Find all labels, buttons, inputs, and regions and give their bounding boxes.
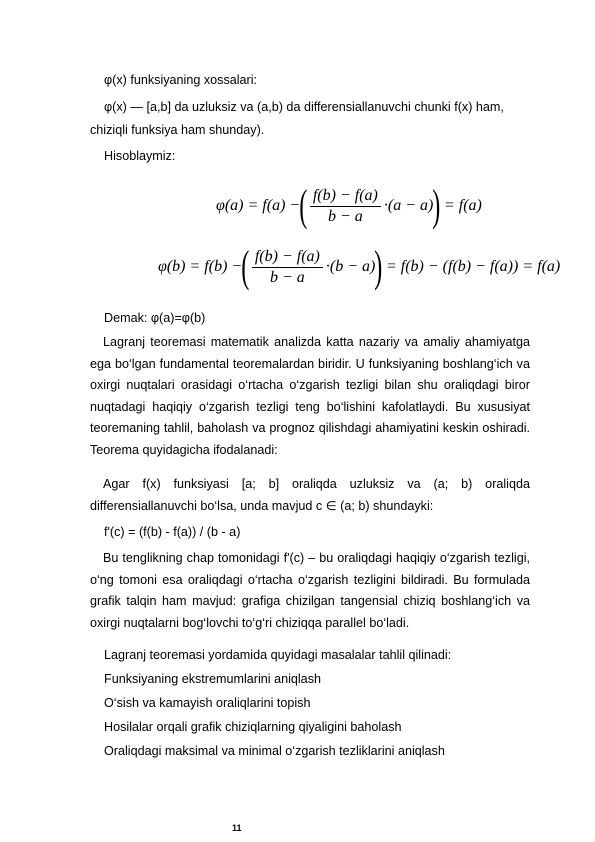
fraction-denominator: b − a [269,268,305,286]
list-intro: Lagranj teoremasi yordamida quyidagi masalalar tahlil qilinadi: [104,648,452,662]
formula-phi-a [216,181,482,230]
left-paren: ( [299,181,308,230]
text-line-phi-properties: φ(x) funksiyaning xossalari: [104,73,258,87]
page-number: 11 [232,823,242,833]
text-line-phi-continuity-cont: chiziqli funksiya ham shunday). [90,123,265,137]
formula-phi-b-rhs: = f(b) − (f(b) − f(a)) = f(a) [385,258,561,275]
formula-phi-a-rhs: = f(a) [443,197,482,214]
paragraph-bu: Bu tenglikning chap tomonidagi f'(c) – bu oraliqdagi haqiqiy o‘zgarish tezligi, o‘ng tomoni esa oraliqdagi o‘rtacha o‘zgarish tezligini bildiradi. Bu formulada grafik talqin ham mavjud: grafiga chizilgan tangensial chiziq boshlang‘ich va oxirgi nuqtalarni bog‘lovchi to‘g‘ri chiziqqa parallel bo‘ladi. [90,551,530,630]
list-item: Funksiyaning ekstremumlarini aniqlash [104,672,321,686]
text-line-calculate: Hisoblaymiz: [104,149,176,163]
list-item: Oraliqdagi maksimal va minimal o‘zgarish tezliklarini aniqlash [104,744,445,758]
list-item: Hosilalar orqali grafik chiziqlarning qiyaligini baholash [104,720,402,734]
formula-phi-a-lhs: φ(a) = f(a) − [216,197,301,214]
fraction-numerator: f(b) − f(a) [310,187,381,207]
fraction [252,248,323,287]
paragraph-lagranj: Lagranj teoremasi matematik analizda katta nazariy va amaliy ahamiyatga ega bo‘lgan fundamental teoremalardan biridir. U funksiyaning boshlang‘ich va oxirgi nuqtalari orasidagi o‘rtacha o‘zgarish tezligi bilan shu oraliqdagi biror nuqtadagi haqiqiy o‘zgarish tezligi teng bo‘lishini kafolatlaydi. Bu xususiyat teoremaning tahlil, baholash va prognoz qilishdagi ahamiyatini keskin oshiradi. Teorema quyidagicha ifodalanadi: [90,335,530,457]
list-item: O‘sish va kamayish oraliqlarini topish [104,696,311,710]
paragraph-agar: Agar f(x) funksiyasi [a; b] oraliqda uzluksiz va (a; b) oraliqda differensiallanuvchi bo‘lsa, unda mavjud c ∈ (a; b) shundayki: [90,477,530,513]
fraction [310,187,381,226]
left-paren: ( [241,242,250,291]
right-paren: ) [432,181,441,230]
text-line-formula: f'(c) = (f(b) - f(a)) / (b - a) [104,525,241,539]
formula-phi-b-mult: ·(b − a) [325,258,376,275]
fraction-numerator: f(b) − f(a) [252,248,323,268]
right-paren: ) [374,242,383,291]
text-line-phi-continuity: φ(x) — [a,b] da uzluksiz va (a,b) da differensiallanuvchi chunki f(x) ham, [104,100,504,114]
fraction-denominator: b − a [327,207,363,225]
formula-phi-b [158,242,561,291]
formula-phi-a-mult: ·(a − a) [383,197,434,214]
formula-phi-b-lhs: φ(b) = f(b) − [158,258,243,275]
text-line-demak: Demak: φ(a)=φ(b) [104,311,206,325]
